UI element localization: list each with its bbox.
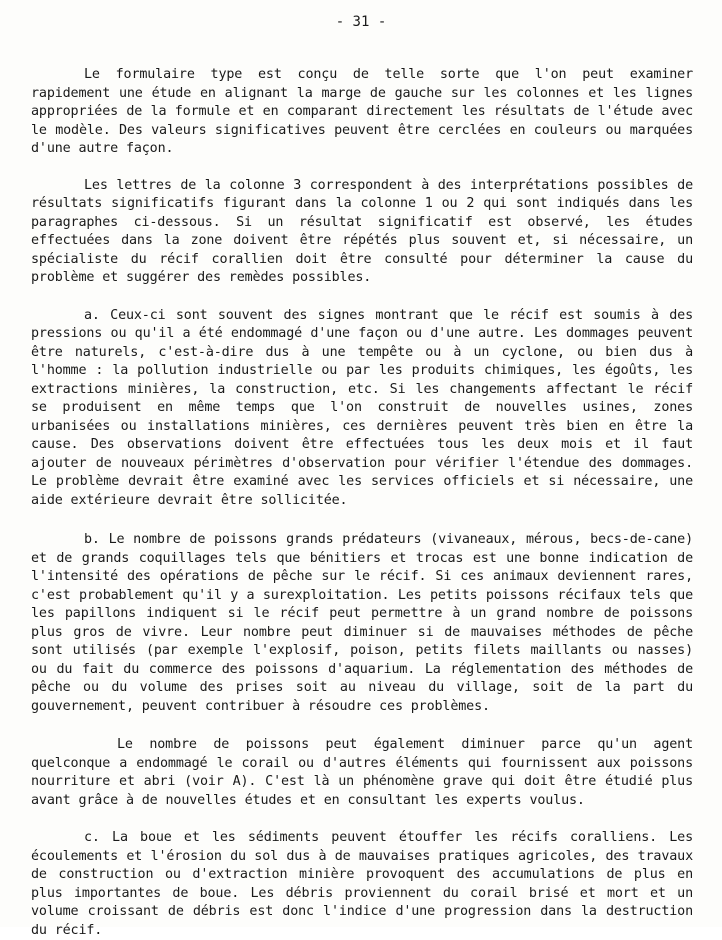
page-body xyxy=(31,66,693,940)
paragraph-item-a: a. Ceux-ci sont souvent des signes montrant que le récif est soumis à des pressions ou qu'il a été endommagé d'une façon ou d'une autre. Les dommages peuvent être naturels, c'est-à-dire dus à une tempête ou à un cyclone, ou bien dus à l'homme : la pollution industrielle ou par les produits chimiques, les égoûts, les extractions minières, la construction, etc. Si les changements affectant le récif se produisent en même temps que l'on construit de nouvelles usines, zones urbanisées ou installations minières, ces dernières peuvent très bien en être la cause. Des observations doivent être effectuées tous les deux mois et il faut ajouter de nouveaux périmètres d'observation pour vérifier l'étendue des dommages. Le problème devrait être examiné avec les services officiels et si nécessaire, une aide extérieure devrait être sollicitée. xyxy=(31,307,693,508)
paragraph-column-3-interpretation: Les lettres de la colonne 3 correspondent à des interprétations possibles de résultats significatifs figurant dans la colonne 1 ou 2 qui sont indiqués dans les paragraphes ci-dessous. Si un résultat significatif est observé, les études effectuées dans la zone doivent être répétés plus souvent et, si nécessaire, un spécialiste du récif corallien doit être consulté pour déterminer la cause du problème et suggérer des remèdes possibles. xyxy=(31,177,693,285)
paragraph-fish-decline: Le nombre de poissons peut également diminuer parce qu'un agent quelconque a endommagé le corail ou d'autres éléments qui fournissent aux poissons nourriture et abri (voir A). C'est là un phénomène grave qui doit être étudié plus avant grâce à de nouvelles études et en consultant les experts voulus. xyxy=(31,737,693,808)
paragraph-item-b: b. Le nombre de poissons grands prédateurs (vivaneaux, mérous, becs-de-cane) et de grands coquillages tels que bénitiers et trocas est une bonne indication de l'intensité des opérations de pêche sur le récif. Si ces animaux deviennent rares, c'est probablement qu'il y a surexploitation. Les petits poissons récifaux tels que les papillons indiquent si le récif peut permettre à un grand nombre de poissons plus gros de vivre. Leur nombre peut diminuer si de mauvaises méthodes de pêche sont utilisés (par exemple l'explosif, poison, petits filets maillants ou nasses) ou du fait du commerce des poissons d'aquarium. La réglementation des méthodes de pêche ou du volume des prises soit au niveau du village, soit de la part du gouvernement, peuvent contribuer à résoudre ces problèmes. xyxy=(31,532,693,714)
page-number: - 31 - xyxy=(335,14,387,30)
paragraph-item-c: c. La boue et les sédiments peuvent étouffer les récifs coralliens. Les écoulements et l'érosion du sol dus à de mauvaises pratiques agricoles, des travaux de construction ou d'extraction minière provoquent des accumulations de plus en plus importantes de boue. Les débris proviennent du corail brisé et mort et un volume croissant de débris est donc l'indice d'une progression dans la destruction du récif. xyxy=(31,830,693,938)
paragraph-form-description: Le formulaire type est conçu de telle sorte que l'on peut examiner rapidement une étude en alignant la marge de gauche sur les colonnes et les lignes appropriées de la formule et en comparant directement les résultats de l'étude avec le modèle. Des valeurs significatives peuvent être cerclées en couleurs ou marquées d'une autre façon. xyxy=(31,67,693,156)
